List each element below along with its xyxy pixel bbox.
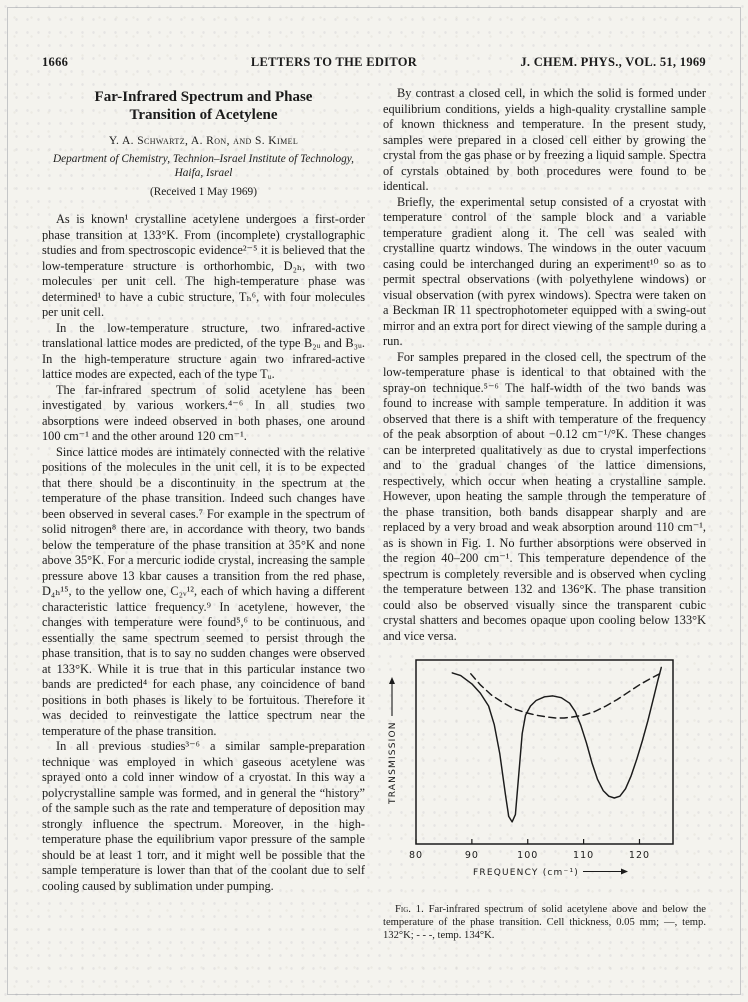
header-section-title: LETTERS TO THE EDITOR bbox=[250, 55, 418, 69]
paragraph: In all previous studies³⁻⁶ a similar sample-preparation technique was employed in which gaseous acetylene was sprayed onto a cold inner window of a cryostat. In this way a polycrystalline sample was formed, and in general the “history” of the sample such as the rate and temperature of deposition may strongly influence the spectrum. Moreover, in the high-temperature phase the equilibrium vapor pressure of the sample should be at least 1 torr, and it might well be possible that the sample temperature is lower than that of the coolant due to self cooling caused by sublimation under pumping. bbox=[42, 739, 365, 893]
paragraph: Since lattice modes are intimately connected with the relative positions of the molecules in the unit cell, it is to be expected that there should be a discontinuity in the spectrum at the temperature of the phase transition. Indeed such changes have been observed in several cases.⁷ For example in the spectrum of solid nitrogen⁸ there are, in accordance with theory, two bands below the temperature of the phase transition at 35°K and none above 35°K. For a mercuric iodide crystal, increasing the sample pressure above 13 kbar causes a transition from the red phase, D₄ₕ¹⁵, to the yellow one, C₂ᵥ¹², each of which having a different characteristic lattice frequency.⁹ In acetylene, however, the changes with temperature were found⁵,⁶ to be continuous, and essentially the same spectrum seemed to persist through the phase transition, that is to say no sudden changes were observed at 133°K. While it is true that in this particular instance two bands are predicted⁴ for each phase, any coincidence of band positions in both phases is likely to be fortuitous. Therefore it was decided to reinvestigate the lattice spectrum near the temperature of the phase transition. bbox=[42, 444, 365, 738]
affiliation-line2: Haifa, Israel bbox=[174, 166, 233, 179]
article-title-line1: Far-Infrared Spectrum and Phase bbox=[94, 89, 313, 105]
running-header bbox=[42, 55, 706, 70]
figure-1 bbox=[383, 654, 706, 942]
affiliation bbox=[42, 153, 365, 180]
x-tick-label: 120 bbox=[628, 850, 651, 861]
authors: Y. A. Schwartz, A. Ron, and S. Kimel bbox=[108, 135, 299, 147]
y-axis-label: TRANSMISSION bbox=[388, 721, 398, 804]
plot-area bbox=[452, 667, 661, 822]
received-date: (Received 1 May 1969) bbox=[150, 186, 257, 198]
affiliation-line1: Department of Chemistry, Technion–Israel Institute of Technology, bbox=[52, 153, 355, 165]
spectrum-chart bbox=[383, 654, 693, 882]
figure-caption bbox=[383, 903, 706, 942]
x-axis-ticks bbox=[409, 839, 650, 861]
x-tick-label: 110 bbox=[573, 850, 595, 861]
right-column-text bbox=[383, 86, 706, 644]
figure-caption-label: Fig. 1. bbox=[395, 904, 424, 915]
paragraph: The far-infrared spectrum of solid acetylene has been investigated by various workers.⁴⁻⁶ In all studies two absorptions were indeed observed in both phases, one around 100 cm⁻¹ and the other around 120 cm⁻¹. bbox=[42, 382, 365, 443]
y-axis-arrow bbox=[389, 677, 395, 716]
article-title-block bbox=[42, 88, 365, 198]
right-column bbox=[383, 86, 706, 942]
paragraph: In the low-temperature structure, two infrared-active translational lattice modes are predicted, of the type B₂ᵤ and B₃ᵤ. In the high-temperature structure again two infrared-active lattice modes are expected, each of the type Tᵤ. bbox=[42, 320, 365, 381]
x-axis-label: FREQUENCY (cm⁻¹) bbox=[473, 868, 579, 878]
article-title-line2: Transition of Acetylene bbox=[129, 107, 278, 123]
paragraph: Briefly, the experimental setup consisted of a cryostat with temperature control of the sample block and a variable temperature gradient along it. The cell was sealed with crystalline quartz windows. The windows in the outer vacuum casing could be interchanged during an experiment¹⁰ so as to permit spectral observations (with polyethylene windows) or visual observation (with pyrex windows). Spectra were taken on a Beckman IR 11 spectrophotometer equipped with a swing-out mirror and an extra port for direct viewing of the sample during a run. bbox=[383, 194, 706, 348]
page-number: 1666 bbox=[42, 55, 69, 69]
paragraph: As is known¹ crystalline acetylene undergoes a first-order phase transition at 133°K. From (incomplete) crystallographic studies and from spectroscopic evidence²⁻⁵ it is believed that the low-temperature structure is orthorhombic, D₂ₕ, with two molecules per unit cell. The high-temperature phase was determined¹ to have a cubic structure, Tₕ⁶, with four molecules per unit cell. bbox=[42, 212, 365, 319]
x-tick-label: 100 bbox=[517, 850, 539, 861]
figure-caption-text: Far-infrared spectrum of solid acetylene above and below the temperature of the phase transition. Cell thickness, 0.05 mm; —, temp. 132°K; - - -, temp. 134°K. bbox=[383, 904, 706, 941]
left-column-text bbox=[42, 212, 365, 894]
article-title bbox=[42, 88, 365, 124]
x-axis-arrow bbox=[583, 869, 628, 875]
header-journal-info: J. CHEM. PHYS., VOL. 51, 1969 bbox=[520, 55, 706, 69]
paragraph: For samples prepared in the closed cell, the spectrum of the low-temperature phase is identical to that obtained with the spray-on technique.⁵⁻⁶ The half-width of the two bands was found to increase with sample temperature. In addition it was observed that there is a shift with temperature of the frequency of the peak absorption of about −0.12 cm⁻¹/°K. These changes can be interpreted qualitatively as due to crystal imperfections and to the gradual changes of the lattice dimensions, respectively, which occur when heating a crystalline sample. However, upon heating the sample through the temperature of the phase transition, both bands disappear sharply and are replaced by a very broad and weak absorption around 110 cm⁻¹, as is shown in Fig. 1. No further absorptions were observed in the region 40–200 cm⁻¹. This temperature dependence of the spectrum is completely reversible and is observed when cycling the temperature between 132 and 136°K. The phase transition could also be observed visually since the transparent cubic crystal shatters and becomes opaque upon cooling below 133°K and vice versa. bbox=[383, 349, 706, 643]
x-tick-label: 80 bbox=[408, 850, 424, 861]
x-tick-label: 90 bbox=[464, 850, 479, 861]
left-column bbox=[42, 86, 365, 942]
curve-series-1 bbox=[471, 674, 660, 718]
paragraph: By contrast a closed cell, in which the solid is formed under equilibrium conditions, yields a high-quality crystalline sample of known thickness and temperature. In the present study, samples were prepared in a closed cell either by growing the crystal from the gas phase or by freezing a liquid sample. Spectra of cyrstals obtained by both procedures were found to be identical. bbox=[383, 86, 706, 193]
